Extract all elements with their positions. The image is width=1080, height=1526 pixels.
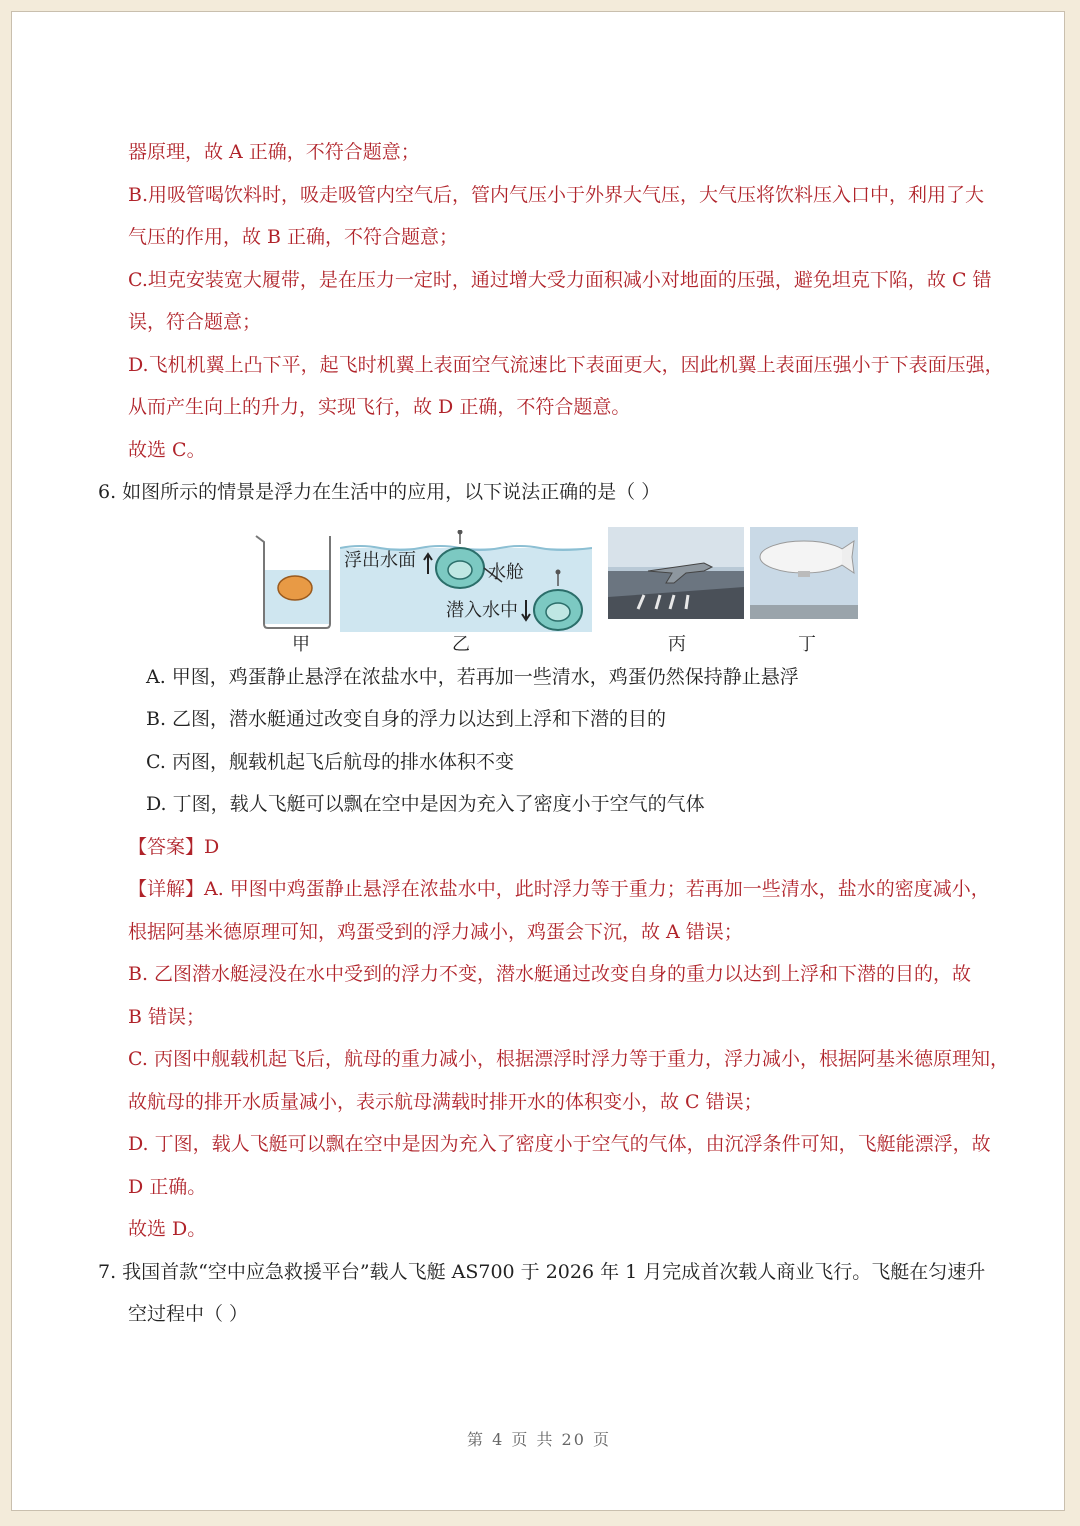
option-a: A. 甲图，鸡蛋静止悬浮在浓盐水中，若再加一些清水，鸡蛋仍然保持静止悬浮 [146, 666, 799, 688]
explain-line: D.飞机机翼上凸下平，起飞时机翼上表面空气流速比下表面更大，因此机翼上表面压强小于下表面压强， [128, 354, 1004, 376]
explain-line: 根据阿基米德原理可知，鸡蛋受到的浮力减小，鸡蛋会下沉，故 A 错误； [128, 921, 743, 943]
figure-label-yi: 乙 [452, 634, 470, 655]
explain-line: D 正确。 [128, 1176, 207, 1198]
explain-line: 【详解】A. 甲图中鸡蛋静止悬浮在浓盐水中，此时浮力等于重力；若再加一些清水，盐水的密度减小， [128, 878, 990, 900]
option-b: B. 乙图，潜水艇通过改变自身的浮力以达到上浮和下潜的目的 [146, 708, 667, 730]
figure-label-ding: 丁 [798, 634, 816, 655]
explain-line: 误，符合题意； [128, 311, 262, 333]
answer-line: 【答案】D [128, 836, 220, 858]
explain-line: 气压的作用，故 B 正确，不符合题意； [128, 226, 459, 248]
explain-line: B. 乙图潜水艇浸没在水中受到的浮力不变，潜水艇通过改变自身的重力以达到上浮和下潜的目的，故 [128, 963, 972, 985]
figure-label-bing: 丙 [668, 634, 686, 655]
beaker-egg-figure [250, 530, 340, 630]
label-cabin: 水舱 [488, 562, 524, 583]
label-float-up: 浮出水面 [344, 550, 416, 571]
explain-line: B.用吸管喝饮料时，吸走吸管内空气后，管内气压小于外界大气压，大气压将饮料压入口中，利用了大 [128, 184, 985, 206]
explain-line: D. 丁图，载人飞艇可以飘在空中是因为充入了密度小于空气的气体，由沉浮条件可知，飞艇能漂浮，故 [128, 1133, 991, 1155]
page-number-footer: 第 4 页 共 20 页 [467, 1430, 611, 1449]
question-6-stem: 6. 如图所示的情景是浮力在生活中的应用，以下说法正确的是（ ） [98, 481, 661, 503]
explain-line: C. 丙图中舰载机起飞后，航母的重力减小，根据漂浮时浮力等于重力，浮力减小，根据阿基米德原理知， [128, 1048, 1009, 1070]
carrier-jet-photo [608, 527, 744, 619]
option-c: C. 丙图，舰载机起飞后航母的排水体积不变 [146, 751, 514, 773]
explain-line: 故选 C。 [128, 439, 206, 461]
explain-line: 故航母的排开水质量减小，表示航母满载时排开水的体积变小，故 C 错误； [128, 1091, 763, 1113]
explain-line: C.坦克安装宽大履带，是在压力一定时，通过增大受力面积减小对地面的压强，避免坦克下陷，故 C 错 [128, 269, 992, 291]
option-d: D. 丁图，载人飞艇可以飘在空中是因为充入了密度小于空气的气体 [146, 793, 705, 815]
explain-line: B 错误； [128, 1006, 206, 1028]
label-dive: 潜入水中 [446, 600, 518, 621]
airship-photo [750, 527, 858, 619]
explain-line: 器原理，故 A 正确，不符合题意； [128, 141, 420, 163]
explain-line: 从而产生向上的升力，实现飞行，故 D 正确，不符合题意。 [128, 396, 631, 418]
explain-line: 故选 D。 [128, 1218, 207, 1240]
question-7-stem-cont: 空过程中（ ） [128, 1303, 249, 1325]
figure-label-jia: 甲 [292, 634, 310, 655]
question-7-stem: 7. 我国首款“空中应急救援平台”载人飞艇 AS700 于 2026 年 1 月完成首次载人商业飞行。飞艇在匀速升 [98, 1261, 986, 1283]
document-page [11, 11, 1065, 1511]
